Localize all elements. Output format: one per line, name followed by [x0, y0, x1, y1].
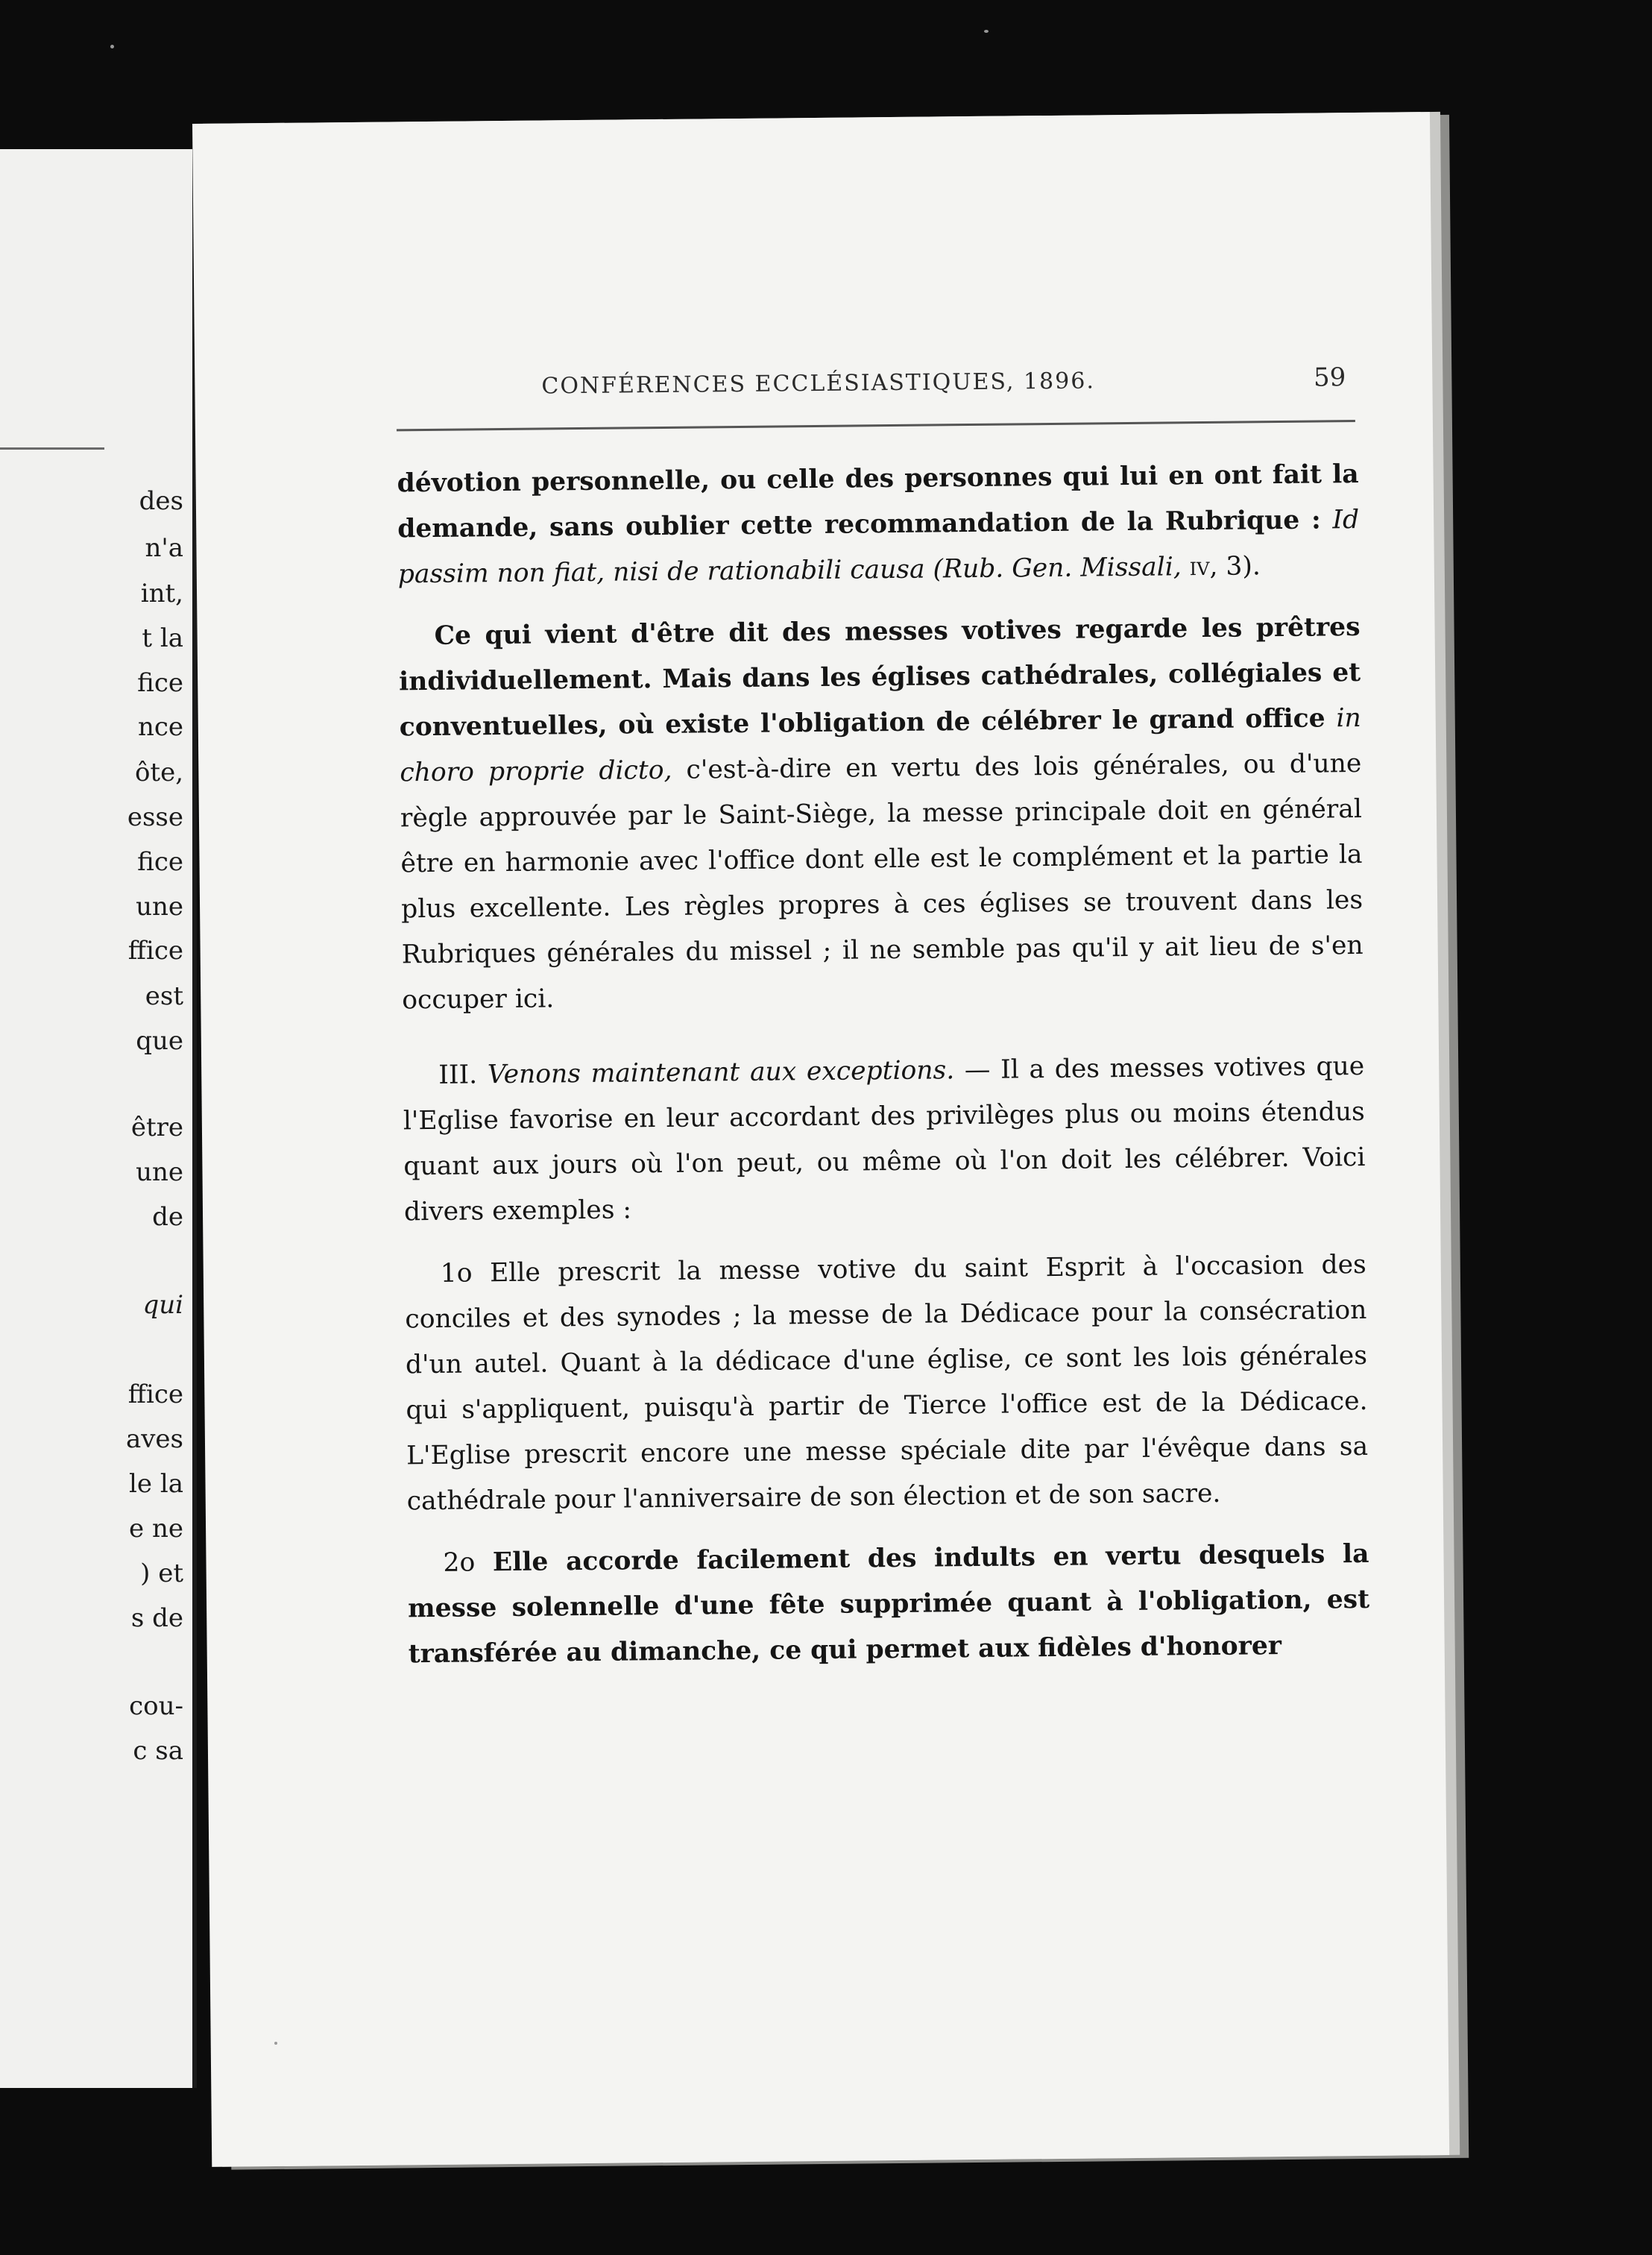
paragraph-2	[398, 605, 1363, 1023]
section-heading: Venons maintenant aux exceptions.	[487, 1055, 955, 1090]
scan-speck	[110, 45, 114, 48]
left-fragment: le la	[129, 1469, 183, 1499]
left-fragment: des	[139, 486, 183, 516]
p5-text: Elle accorde facilement des indults en vertu desquels la messe solennelle d'une fête supprimée quant à l'obligation, est transférée au dimanche, ce qui permet aux fidèles d'honorer	[407, 1538, 1370, 1670]
left-fragment: qui	[142, 1290, 183, 1320]
left-fragment: fice	[137, 668, 183, 698]
item-number-1: 1o	[440, 1258, 473, 1289]
p3-text: — Il a des messes votives que l'Eglise favorise en leur accordant des privilèges plus ou moins étendus quant aux jours où l'on peut, ou même où l'on doit les célébrer. Voici divers exemples :	[403, 1051, 1366, 1227]
section-numeral: III.	[438, 1060, 478, 1090]
left-fragment: aves	[125, 1424, 183, 1454]
left-page-rule	[0, 447, 104, 450]
left-fragment: une	[136, 1157, 183, 1187]
p2-latin: in choro proprie dicto,	[400, 702, 1361, 788]
body-text	[397, 452, 1370, 1677]
left-fragment: ffice	[127, 936, 183, 966]
left-fragment: nce	[137, 712, 183, 742]
paragraph-3	[403, 1044, 1366, 1235]
left-fragment: ffice	[127, 1380, 183, 1409]
book-page	[192, 112, 1449, 2167]
p4-text: Elle prescrit la messe votive du saint Esprit à l'occasion des conciles et des synodes ; la messe de la Dédicace pour la consécration d'un autel. Quant à la dédicace d'une église, ce sont les lois générales qui s'appliquent, puisqu'à partir de Tierce l'office est de la Dédicace. L'Eglise prescrit encore une messe spéciale dite par l'évêque dans sa cathédrale pour l'anniversaire de son élection et de son sacre.	[405, 1249, 1369, 1517]
running-header	[396, 362, 1355, 416]
left-fragment: ôte,	[134, 758, 183, 787]
p1-roman-ref: iv	[1189, 551, 1210, 582]
p2-text-b: c'est-à-dire en vertu des lois générales, ou d'une règle approuvée par le Saint-Siège, la messe principale doit en général être en harmonie avec l'office dont elle est le complément et la partie la plus excellente. Les règles propres à ces églises se trouvent dans les Rubriques générales du missel ; il ne semble pas qu'il y ait lieu de s'en occuper ici.	[400, 748, 1363, 1016]
left-fragment: est	[145, 981, 183, 1011]
left-fragment: être	[130, 1113, 183, 1142]
left-fragment: cou-	[129, 1691, 183, 1721]
left-fragment: fice	[137, 847, 183, 877]
page-number: 59	[1313, 362, 1346, 393]
p1-latin-quote: Id passim non fiat, nisi de rationabili causa (Rub. Gen. Missali,	[397, 505, 1360, 590]
paragraph-1	[397, 452, 1360, 597]
left-fragment: esse	[127, 802, 183, 832]
left-fragment: une	[136, 892, 183, 922]
left-fragment: de	[152, 1202, 183, 1232]
scan-speck	[984, 30, 989, 33]
paragraph-5	[407, 1532, 1370, 1677]
left-fragment: e ne	[129, 1514, 183, 1544]
left-fragment: s de	[130, 1603, 183, 1633]
header-rule	[397, 420, 1355, 431]
left-fragment: t la	[142, 623, 183, 653]
p1-end: , 3).	[1209, 551, 1261, 582]
item-number-2: 2o	[443, 1547, 476, 1578]
left-fragment: n'a	[145, 533, 183, 563]
left-fragment: que	[136, 1026, 183, 1056]
p1-text: dévotion personnelle, ou celle des personnes qui lui en ont fait la demande, sans oublier cette recommandation de la Rubrique :	[397, 459, 1359, 544]
running-title: CONFÉRENCES ECCLÉSIASTIQUES, 1896.	[541, 368, 1096, 400]
left-fragment: c sa	[133, 1736, 183, 1766]
left-page-fragment	[0, 149, 197, 2088]
scan-speck	[274, 2042, 277, 2045]
paragraph-4	[405, 1242, 1369, 1524]
left-fragment: int,	[140, 579, 183, 608]
left-fragment: ) et	[140, 1559, 183, 1588]
p2-text-a: Ce qui vient d'être dit des messes votives regarde les prêtres individuellement. Mais dans les églises cathédrales, collégiales et conventuelles, où existe l'obligation de célébrer le grand office	[399, 611, 1361, 743]
